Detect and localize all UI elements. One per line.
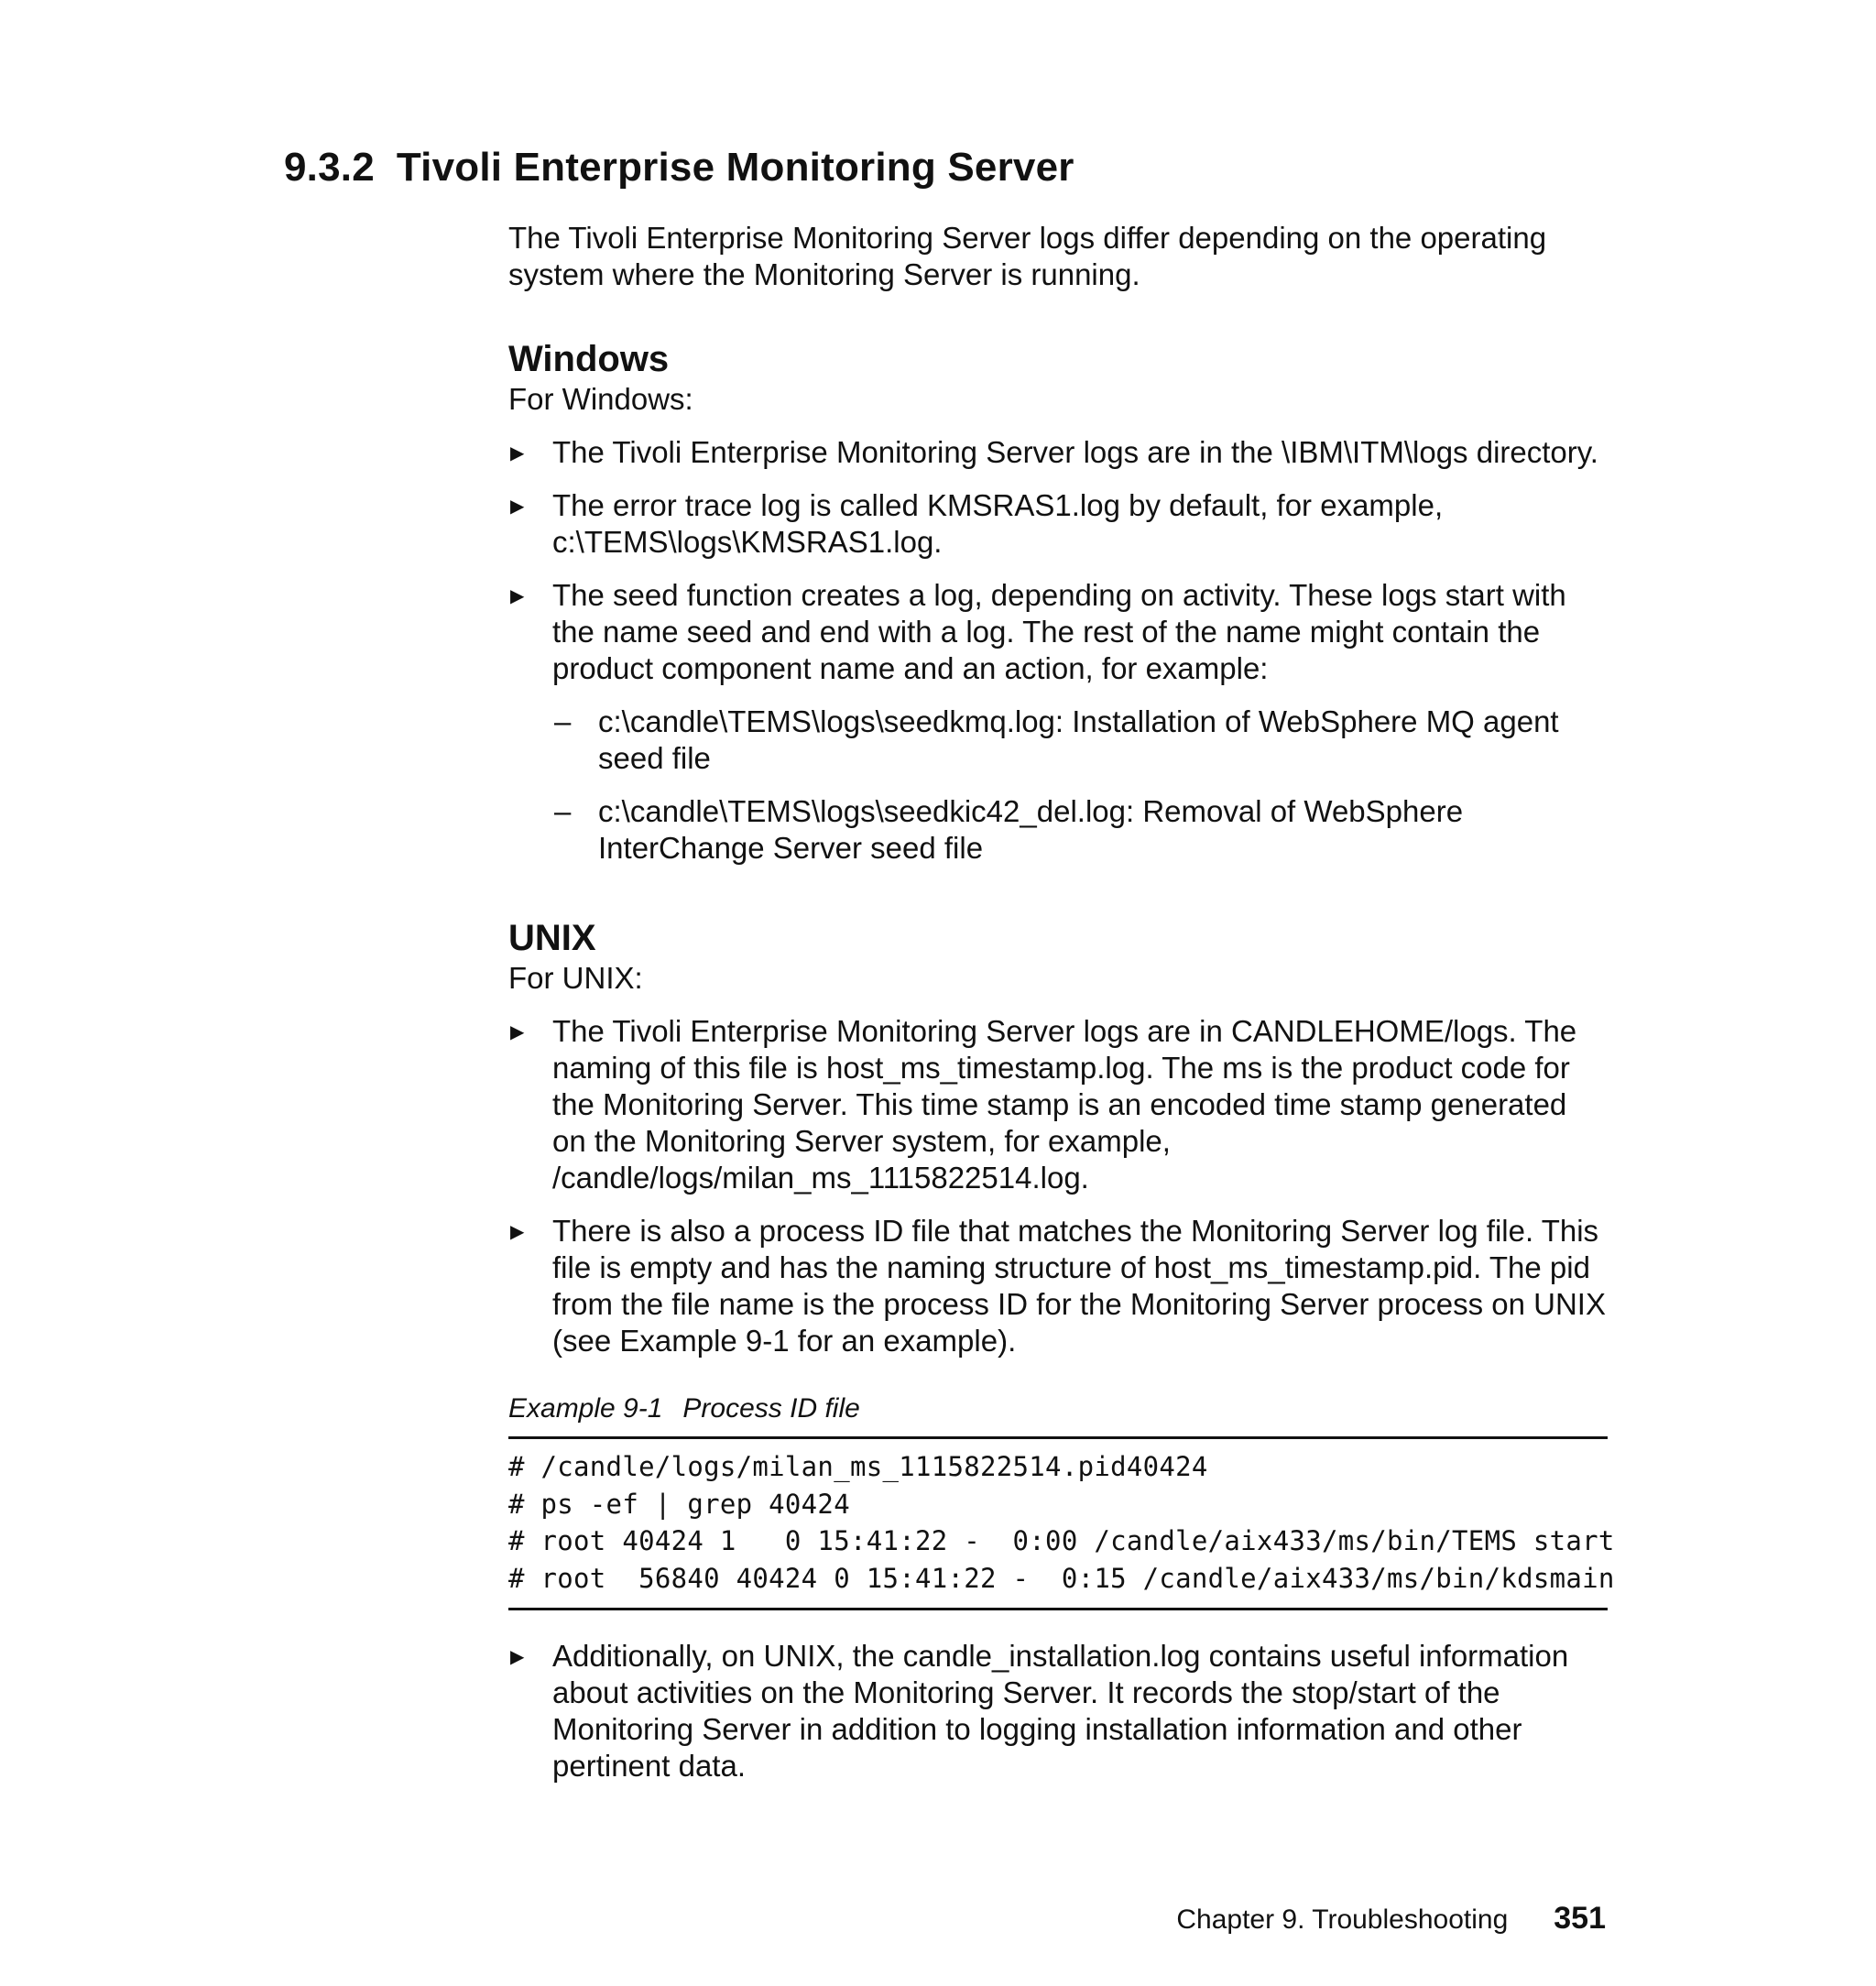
intro-paragraph: The Tivoli Enterprise Monitoring Server logs differ depending on the operating system where the Monitoring Server is running. — [508, 221, 1547, 291]
sub-list-item — [552, 793, 1608, 867]
main-content — [508, 214, 1615, 1784]
page-footer — [1176, 1900, 1606, 1938]
code-line: # root 40424 1 0 15:41:22 - 0:00 /candle/aix433/ms/bin/TEMS start — [508, 1525, 1615, 1556]
section-number: 9.3.2 — [284, 145, 375, 190]
windows-lead: For Windows: — [508, 382, 693, 416]
footer-chapter: Chapter 9. Troubleshooting — [1176, 1904, 1509, 1935]
list-item — [508, 1213, 1608, 1359]
code-example — [508, 1436, 1615, 1610]
dash-bullet-icon: – — [554, 794, 572, 828]
list-item — [508, 1013, 1608, 1196]
list-item — [508, 577, 1608, 867]
sub-list-item-text: c:\candle\TEMS\logs\seedkmq.log: Installation of WebSphere MQ agent seed file — [598, 704, 1559, 775]
example-number: Example 9-1 — [508, 1393, 663, 1424]
list-item-text: The error trace log is called KMSRAS1.log by default, for example, c:\TEMS\logs\KMSRAS1.log. — [552, 488, 1444, 559]
section-title: Tivoli Enterprise Monitoring Server — [396, 145, 1074, 190]
code-line: # root 56840 40424 0 15:41:22 - 0:15 /candle/aix433/ms/bin/kdsmain — [508, 1562, 1615, 1594]
windows-bullet-list — [508, 434, 1608, 867]
code-line: # ps -ef | grep 40424 — [508, 1488, 850, 1520]
sub-list-item — [552, 704, 1608, 777]
list-item-text: There is also a process ID file that matches the Monitoring Server log file. This file is empty and has the naming structure of host_ms_timestamp.pid. The pid from the file name is the process ID for the Monitoring Server process on UNIX (see Example 9-1 for an example). — [552, 1214, 1606, 1358]
example-title: Process ID file — [682, 1393, 860, 1424]
list-item-text: The Tivoli Enterprise Monitoring Server logs are in the \IBM\ITM\logs directory. — [552, 435, 1598, 469]
dash-bullet-icon: – — [554, 704, 572, 738]
list-item-text: The Tivoli Enterprise Monitoring Server logs are in CANDLEHOME/logs. The naming of this file is host_ms_timestamp.log. The ms is the product code for the Monitoring Server. This time stamp is an encoded time stamp generated on the Monitoring Server system, for example, /candle/logs/milan_ms_1115822514.log. — [552, 1014, 1577, 1195]
triangle-bullet-icon: ▶ — [510, 586, 525, 606]
triangle-bullet-icon: ▶ — [510, 1022, 525, 1042]
triangle-bullet-icon: ▶ — [510, 1222, 525, 1242]
code-line: # /candle/logs/milan_ms_1115822514.pid40424 — [508, 1451, 1208, 1482]
sub-list-item-text: c:\candle\TEMS\logs\seedkic42_del.log: Removal of WebSphere InterChange Server seed file — [598, 794, 1464, 865]
list-item — [508, 434, 1608, 471]
unix-heading: UNIX — [508, 918, 596, 958]
example-caption — [508, 1392, 1608, 1425]
unix-bullet-list — [508, 1013, 1608, 1359]
unix-lead: For UNIX: — [508, 961, 643, 995]
windows-heading: Windows — [508, 339, 670, 379]
list-item — [508, 487, 1608, 561]
triangle-bullet-icon: ▶ — [510, 496, 525, 517]
page-number: 351 — [1554, 1901, 1606, 1936]
seed-log-sublist — [552, 704, 1608, 867]
list-item-text: Additionally, on UNIX, the candle_installation.log contains useful information about activities on the Monitoring Server. It records the stop/start of the Monitoring Server in addition to logging installation information and other pertinent data. — [552, 1639, 1569, 1783]
triangle-bullet-icon: ▶ — [510, 1647, 525, 1667]
unix-final-bullet-list — [508, 1638, 1608, 1784]
section-heading — [284, 145, 1074, 191]
list-item-text: The seed function creates a log, depending on activity. These logs start with the name seed and end with a log. The rest of the name might contain the product component name and an action, for example: — [552, 578, 1566, 685]
triangle-bullet-icon: ▶ — [510, 443, 525, 464]
list-item — [508, 1638, 1608, 1784]
